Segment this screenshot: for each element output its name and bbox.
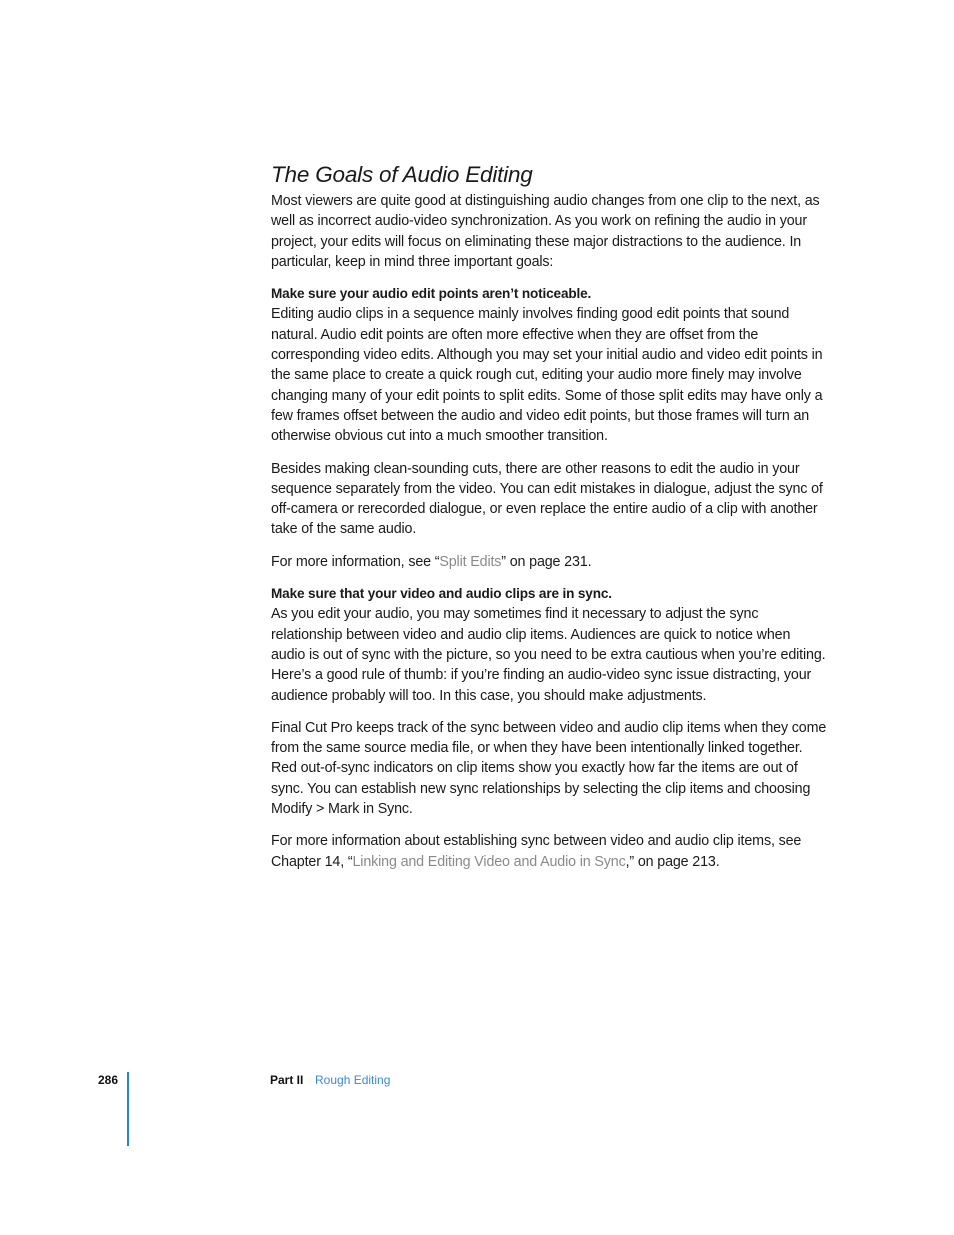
goal2-paragraph-2: Final Cut Pro keeps track of the sync between video and audio clip items when they come from the same source media file, or when they have been intentionally linked together. Red out-of-sync indicators on clip items show you exactly how far the items are out of sync. You can establish new sync relationships by selecting the clip items and choosing Modify > Mark in Sync. bbox=[271, 719, 827, 818]
section-title: The Goals of Audio Editing bbox=[271, 162, 533, 187]
page-number: 286 bbox=[98, 1073, 119, 1087]
footer-chapter-link[interactable]: Rough Editing bbox=[315, 1073, 391, 1087]
footer-divider bbox=[127, 1072, 129, 1146]
goal1-more-suffix: ” on page 231. bbox=[501, 553, 592, 570]
goal1-more-info bbox=[271, 552, 827, 572]
goal2-paragraph-1: As you edit your audio, you may sometimes find it necessary to adjust the sync relationship between video and audio clip items. Audiences are quick to notice when audio is out of sync with the picture, so you need to be extra cautious when you’re editing. Here’s a good rule of thumb: if you’re finding an audio-video sync issue distracting, your audience probably will too. In this case, you should make adjustments. bbox=[271, 606, 826, 704]
page-content bbox=[271, 160, 827, 872]
goal1-more-prefix: For more information, see “ bbox=[271, 553, 440, 570]
goal2-heading: Make sure that your video and audio clips are in sync. bbox=[271, 586, 612, 602]
goal1-heading: Make sure your audio edit points aren’t noticeable. bbox=[271, 286, 592, 302]
intro-paragraph: Most viewers are quite good at distinguishing audio changes from one clip to the next, as well as incorrect audio-video synchronization. As you work on refining the audio in your project, your edits will focus on eliminating these major distractions to the audience. In particular, keep in mind three important goals: bbox=[271, 193, 820, 270]
footer-part-label: Part II bbox=[270, 1073, 304, 1087]
goal2-more-info bbox=[271, 831, 827, 872]
goal2-more-prefix: For more information about establishing sync between video and audio clip items, see Chapter 14, “ bbox=[271, 833, 802, 870]
linking-editing-link[interactable]: Linking and Editing Video and Audio in Sync bbox=[352, 853, 626, 870]
goal2-more-suffix: ,” on page 213. bbox=[625, 853, 720, 870]
goal1-paragraph-2: Besides making clean-sounding cuts, there are other reasons to edit the audio in your sequence separately from the video. You can edit mistakes in dialogue, adjust the sync of off-camera or rerecorded dialogue, or even replace the entire audio of a clip with another take of the same audio. bbox=[271, 460, 823, 538]
goal1-paragraph-1: Editing audio clips in a sequence mainly involves finding good edit points that sound natural. Audio edit points are often more effective when they are offset from the corresponding video edits. Although you may set your initial audio and video edit points in the same place to create a quick rough cut, editing your audio more finely may involve changing many of your edit points to split edits. Some of those split edits may have only a few frames offset between the audio and video edit points, but those frames will turn an otherwise obvious cut into a much smoother transition. bbox=[271, 306, 823, 445]
split-edits-link[interactable]: Split Edits bbox=[439, 553, 502, 570]
